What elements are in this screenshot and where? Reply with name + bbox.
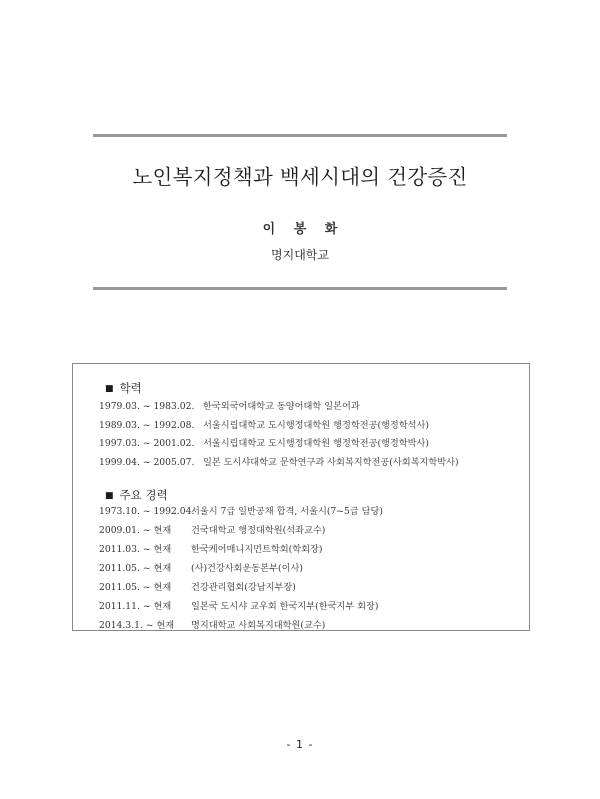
square-bullet-icon: ■ (105, 491, 114, 501)
career-date: 2011.11. ~ 현재 (99, 601, 172, 612)
education-date: 1999.04. ~ 2005.07. (99, 457, 195, 468)
top-divider (93, 134, 507, 137)
career-heading-label: 주요 경력 (119, 488, 168, 502)
education-row (99, 401, 360, 413)
education-text: 서울시립대학교 도시행정대학원 행정학전공(행정학박사) (203, 438, 430, 449)
career-row (99, 563, 303, 575)
career-text: 건국대학교 행정대학원(석좌교수) (191, 525, 326, 536)
career-date: 1973.10. ~ 1992.04. (99, 506, 195, 517)
career-date: 2014.3.1. ~ 현재 (99, 620, 175, 631)
square-bullet-icon: ■ (105, 384, 114, 394)
career-text: 한국케어매니지먼트학회(학회장) (191, 544, 323, 555)
career-row (99, 506, 383, 518)
career-text: 명지대학교 사회복지대학원(교수) (191, 620, 326, 631)
education-row (99, 457, 459, 469)
career-row (99, 620, 326, 632)
education-date: 1989.03. ~ 1992.08. (99, 420, 195, 431)
career-row (99, 582, 296, 594)
education-text: 일본 도시샤대학교 문학연구과 사회복지학전공(사회복지학박사) (203, 457, 459, 468)
career-date: 2011.05. ~ 현재 (99, 563, 172, 574)
career-row (99, 525, 326, 537)
career-text: 서울시 7급 일반공채 합격, 서울시(7~5급 담당) (191, 506, 383, 517)
career-heading (105, 487, 168, 503)
author-affiliation: 명지대학교 (271, 248, 329, 262)
education-date: 1997.03. ~ 2001.02. (99, 438, 195, 449)
career-date: 2011.05. ~ 현재 (99, 582, 172, 593)
page-number: - 1 - (286, 738, 314, 751)
career-date: 2009.01. ~ 현재 (99, 525, 172, 536)
profile-box (72, 363, 530, 631)
career-text: (사)건강사회운동본부(이사) (191, 563, 303, 574)
education-heading (105, 380, 142, 396)
bottom-divider (93, 287, 507, 290)
education-heading-label: 학력 (119, 381, 142, 395)
education-row (99, 438, 430, 450)
author-name: 이 봉 화 (262, 222, 338, 237)
career-date: 2011.03. ~ 현재 (99, 544, 172, 555)
career-row (99, 544, 323, 556)
page-title: 노인복지정책과 백세시대의 건강증진 (132, 165, 468, 189)
education-row (99, 420, 430, 432)
career-row (99, 601, 379, 613)
career-text: 건강관리협회(강남지부장) (191, 582, 296, 593)
career-text: 일본국 도시샤 교우회 한국지부(한국지부 회장) (191, 601, 379, 612)
education-date: 1979.03. ~ 1983.02. (99, 401, 195, 412)
education-text: 한국외국어대학교 동양어대학 일본어과 (203, 401, 360, 412)
education-text: 서울시립대학교 도시행정대학원 행정학전공(행정학석사) (203, 420, 430, 431)
